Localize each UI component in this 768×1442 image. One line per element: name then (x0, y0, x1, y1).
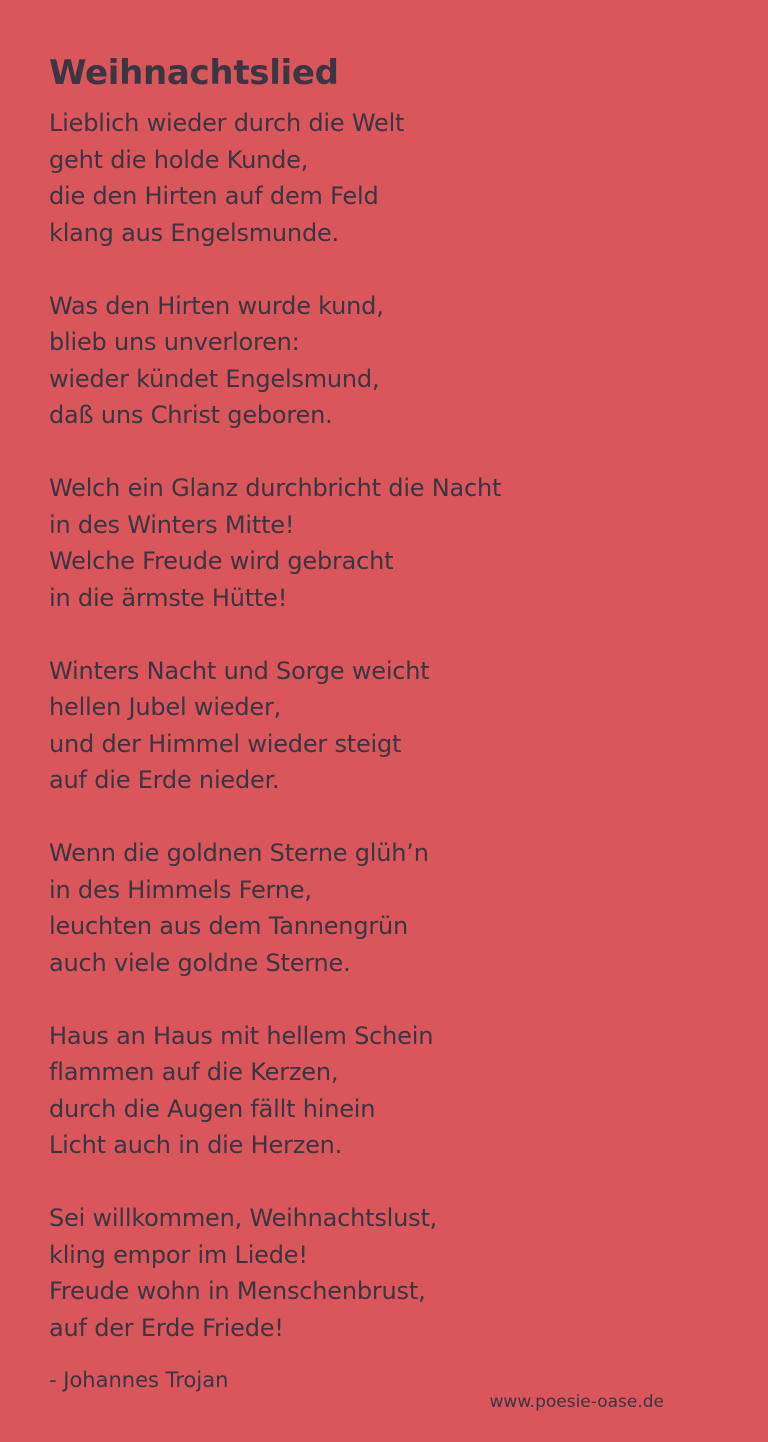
poem-line: Lieblich wieder durch die Welt (49, 109, 405, 137)
poem-line: klang aus Engelsmunde. (49, 218, 339, 247)
poem-line: hellen Jubel wieder, (49, 693, 282, 721)
poem-line: wieder kündet Engelsmund, (49, 364, 380, 393)
poem-line: in die ärmste Hütte! (49, 583, 288, 612)
poem-line: Freude wohn in Menschenbrust, (49, 1277, 426, 1305)
poem-author: - Johannes Trojan (49, 1368, 229, 1392)
poem-line: Was den Hirten wurde kund, (49, 291, 384, 320)
poem-line: geht die holde Kunde, (49, 145, 309, 174)
poem-line: Welche Freude wird gebracht (49, 547, 394, 575)
poem-line: Sei willkommen, Weihnachtslust, (49, 1204, 438, 1232)
stanza-3 (49, 470, 729, 616)
poem-line: daß uns Christ geboren. (49, 401, 333, 429)
poem-line: kling empor im Liede! (49, 1240, 308, 1269)
poem-title: Weihnachtslied (49, 53, 339, 93)
poem-line: und der Himmel wieder steigt (49, 729, 402, 758)
poem-line: Haus an Haus mit hellem Schein (49, 1021, 434, 1050)
poem-line: Winters Nacht und Sorge weicht (49, 656, 430, 685)
poem-line: durch die Augen fällt hinein (49, 1094, 376, 1123)
website-credit: www.poesie-oase.de (489, 1392, 664, 1412)
poem-line: Welch ein Glanz durchbricht die Nacht (49, 474, 502, 502)
poem-line: die den Hirten auf dem Feld (49, 182, 379, 210)
stanza-1 (49, 105, 729, 251)
stanza-6 (49, 1018, 729, 1164)
poem-line: in des Winters Mitte! (49, 510, 295, 539)
poem-line: flammen auf die Kerzen, (49, 1058, 339, 1086)
poem-line: auf die Erde nieder. (49, 766, 280, 794)
poem-line: auch viele goldne Sterne. (49, 948, 351, 977)
poem-line: blieb uns unverloren: (49, 328, 300, 356)
stanza-2 (49, 288, 729, 434)
stanza-7 (49, 1200, 729, 1346)
poem-line: Wenn die goldnen Sterne glüh’n (49, 839, 429, 867)
poem-line: Licht auch in die Herzen. (49, 1131, 343, 1159)
poem-line: leuchten aus dem Tannengrün (49, 912, 409, 940)
poem-line: auf der Erde Friede! (49, 1313, 284, 1342)
poem-line: in des Himmels Ferne, (49, 875, 312, 904)
stanza-4 (49, 653, 729, 799)
poem-body (49, 105, 729, 1383)
stanza-5 (49, 835, 729, 981)
